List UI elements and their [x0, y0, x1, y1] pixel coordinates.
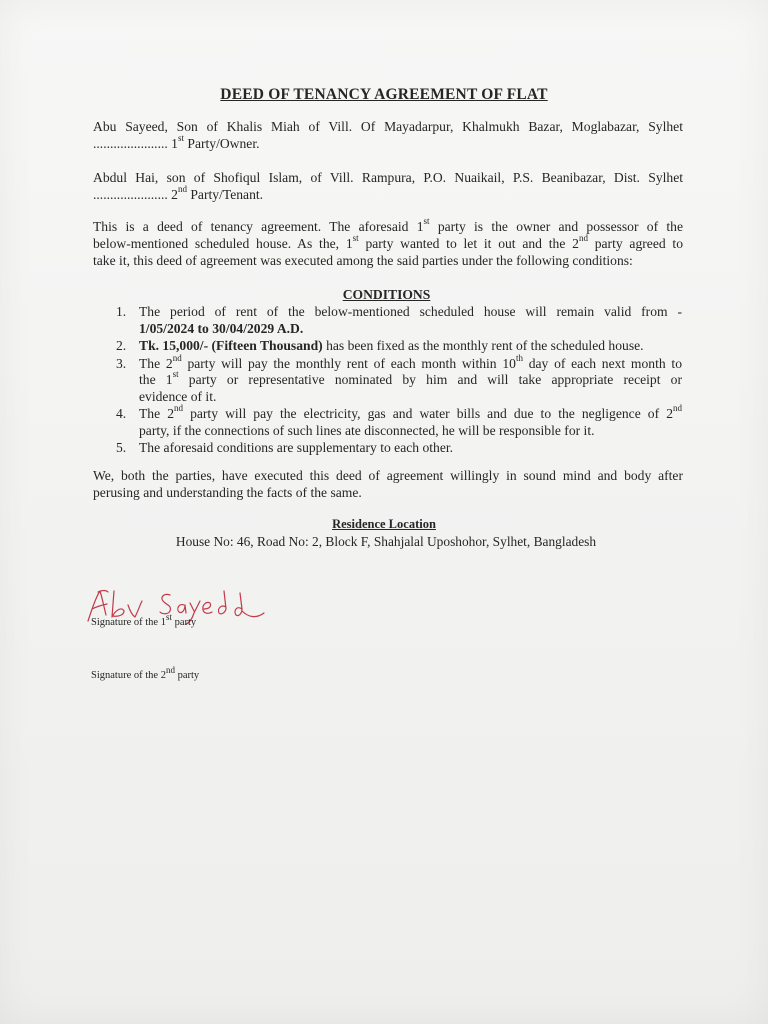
residence-address: House No: 46, Road No: 2, Block F, Shahjalal Uposhohor, Sylhet, Bangladesh — [175, 534, 597, 549]
dotted-leader: ...................... — [93, 187, 168, 202]
document-title: DEED OF TENANCY AGREEMENT OF FLAT — [220, 86, 548, 103]
condition-item: 4. The 2nd party will pay the electricity, gas and water bills and due to the negligence of 2nd party, if the connections of such lines ate disconnected, he will be responsible for it. — [116, 403, 682, 438]
intro-paragraph — [93, 218, 683, 269]
condition-number: 5. — [116, 440, 127, 455]
condition-item: 1. The period of rent of the below-mentioned scheduled house will remain valid from - 1/05/2024 to 30/04/2029 A.D. — [116, 304, 682, 336]
condition-number: 1. — [116, 304, 127, 319]
residence-heading: Residence Location — [332, 517, 436, 531]
condition-number: 3. — [116, 355, 127, 371]
party-two-role-line: ...................... 2nd Party/Tenant. — [93, 184, 264, 202]
first-party-signature-label: Signature of the 1st party — [91, 611, 197, 628]
second-party-signature-label: Signature of the 2nd party — [91, 664, 200, 681]
condition-item: 2. Tk. 15,000/- (Fifteen Thousand) has been fixed as the monthly rent of the scheduled house. — [116, 338, 644, 353]
party-two-block — [93, 169, 683, 203]
party-one-block — [93, 118, 683, 152]
party-one-line: Abu Sayeed, Son of Khalis Miah of Vill. Of Mayadarpur, Khalmukh Bazar, Moglabazar, Sylhet — [93, 119, 683, 134]
condition-item: 5. The aforesaid conditions are supplementary to each other. — [116, 440, 454, 455]
dotted-leader: ...................... — [93, 136, 168, 151]
condition-number: 4. — [116, 406, 127, 421]
condition-item: 3. The 2nd party will pay the monthly rent of each month within 10th day of each next month to the 1st party or representative nominated by him and will take appropriate receipt or evidence of it. — [116, 352, 682, 404]
closing-paragraph: We, both the parties, have executed this deed of agreement willingly in sound mind and body after perusing and understanding the facts of the same. — [93, 468, 683, 500]
conditions-heading: CONDITIONS — [342, 287, 431, 302]
conditions-list — [116, 304, 682, 458]
intro-line: below-mentioned scheduled house. As the, 1st party wanted to let it out and the 2nd party agreed to — [93, 233, 683, 251]
intro-line: This is a deed of tenancy agreement. The aforesaid 1st party is the owner and possessor of the — [93, 216, 683, 234]
party-two-line: Abdul Hai, son of Shofiqul Islam, of Vill. Rampura, P.O. Nuaikail, P.S. Beanibazar, Dist. Sylhet — [93, 170, 683, 185]
intro-line: take it, this deed of agreement was executed among the said parties under the following conditions: — [93, 253, 633, 268]
party-one-role-line: ...................... 1st Party/Owner. — [93, 133, 260, 151]
condition-number: 2. — [116, 338, 127, 353]
